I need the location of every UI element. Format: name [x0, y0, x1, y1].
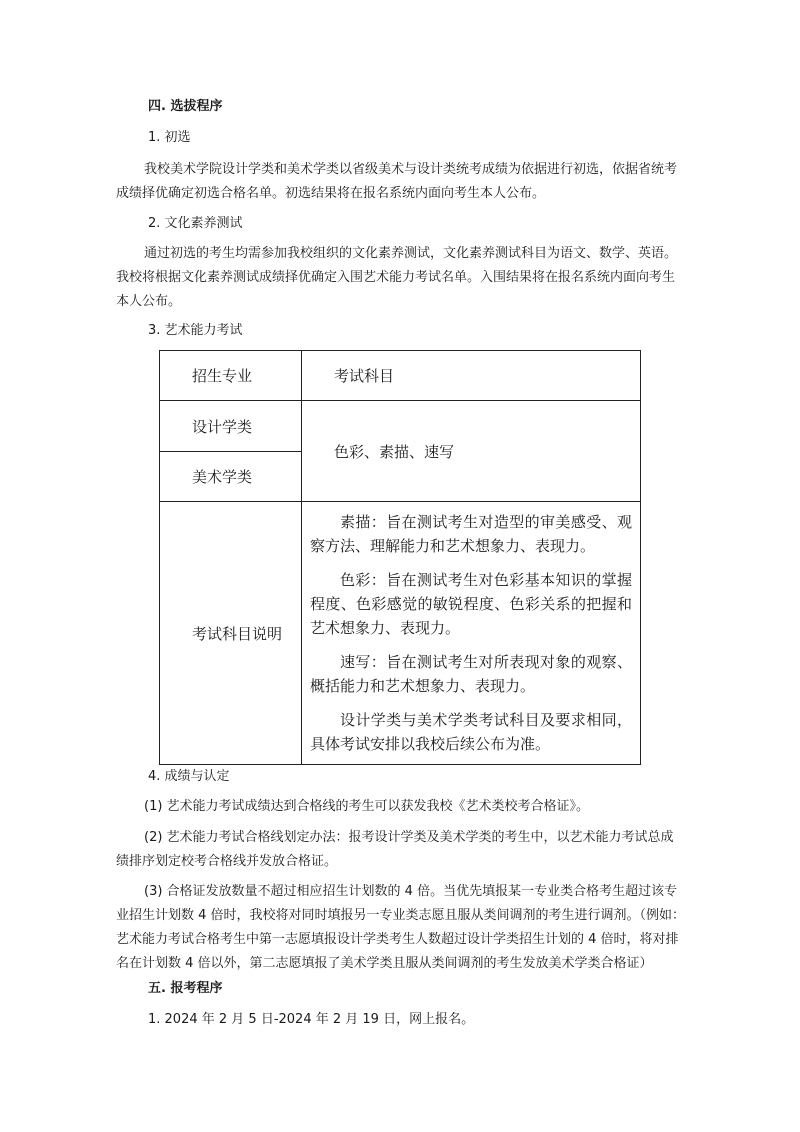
explain-label-cell: 考试科目说明 — [160, 502, 302, 765]
explain-quick-sketch: 速写：旨在测试考生对所表现对象的观察、概括能力和艺术想象力、表现力。 — [310, 653, 632, 695]
subjects-cell: 色彩、素描、速写 — [302, 401, 641, 502]
section4-title: 四. 选拔程序 — [148, 99, 223, 114]
step4-item-3: (3) 合格证发放数量不超过相应招生计划数的 4 倍。当优先填报某一专业类合格考生超过该专业招生计划数 4 倍时，我校将对同时填报另一专业类志愿且服从类间调剂的考生进行调剂。（例如：艺术能力考试合格考生中第一志愿填报设计学类考生人数超过设计学类招生计划的 4 倍时，将对排名在计划数 4 倍以外，第二志愿填报了美术学类且服从类间调剂的考生发放美术学类合格证） — [116, 884, 686, 971]
explain-cell — [302, 502, 641, 765]
table-row — [160, 401, 641, 452]
step1-title: 1. 初选 — [148, 130, 191, 145]
major-design-cell: 设计学类 — [160, 401, 302, 452]
explain-note: 设计学类与美术学类考试科目及要求相同，具体考试安排以我校后续公布为准。 — [310, 711, 632, 753]
explain-color: 色彩：旨在测试考生对色彩基本知识的掌握程度、色彩感觉的敏锐程度、色彩关系的把握和艺术想象力、表现力。 — [310, 571, 632, 637]
step2-title: 2. 文化素养测试 — [148, 216, 243, 231]
exam-subjects-table — [159, 350, 641, 765]
major-fineart-cell: 美术学类 — [160, 452, 302, 502]
step2-text: 通过初选的考生均需参加我校组织的文化素养测试，文化素养测试科目为语文、数学、英语。我校将根据文化素养测试成绩择优确定入围艺术能力考试名单。入围结果将在报名系统内面向考生本人公布。 — [116, 246, 678, 309]
step1-text: 我校美术学院设计学类和美术学类以省级美术与设计类统考成绩为依据进行初选，依据省统考成绩择优确定初选合格名单。初选结果将在报名系统内面向考生本人公布。 — [116, 162, 678, 201]
header-major-cell: 招生专业 — [160, 351, 302, 401]
explain-sketch: 素描：旨在测试考生对造型的审美感受、观察方法、理解能力和艺术想象力、表现力。 — [310, 513, 632, 555]
step4-item-1: (1) 艺术能力考试成绩达到合格线的考生可以获发我校《艺术类校考合格证》。 — [144, 799, 590, 814]
step3-title: 3. 艺术能力考试 — [148, 323, 243, 338]
section5-title: 五. 报考程序 — [148, 981, 223, 996]
step4-title: 4. 成绩与认定 — [148, 769, 230, 784]
step4-item-2: (2) 艺术能力考试合格线划定办法：报考设计学类及美术学类的考生中，以艺术能力考试总成绩排序划定校考合格线并发放合格证。 — [116, 830, 674, 869]
table-row — [160, 502, 641, 765]
header-subjects-cell: 考试科目 — [302, 351, 641, 401]
section5-line1: 1. 2024 年 2 月 5 日-2024 年 2 月 19 日，网上报名。 — [148, 1012, 475, 1027]
table-header-row — [160, 351, 641, 401]
